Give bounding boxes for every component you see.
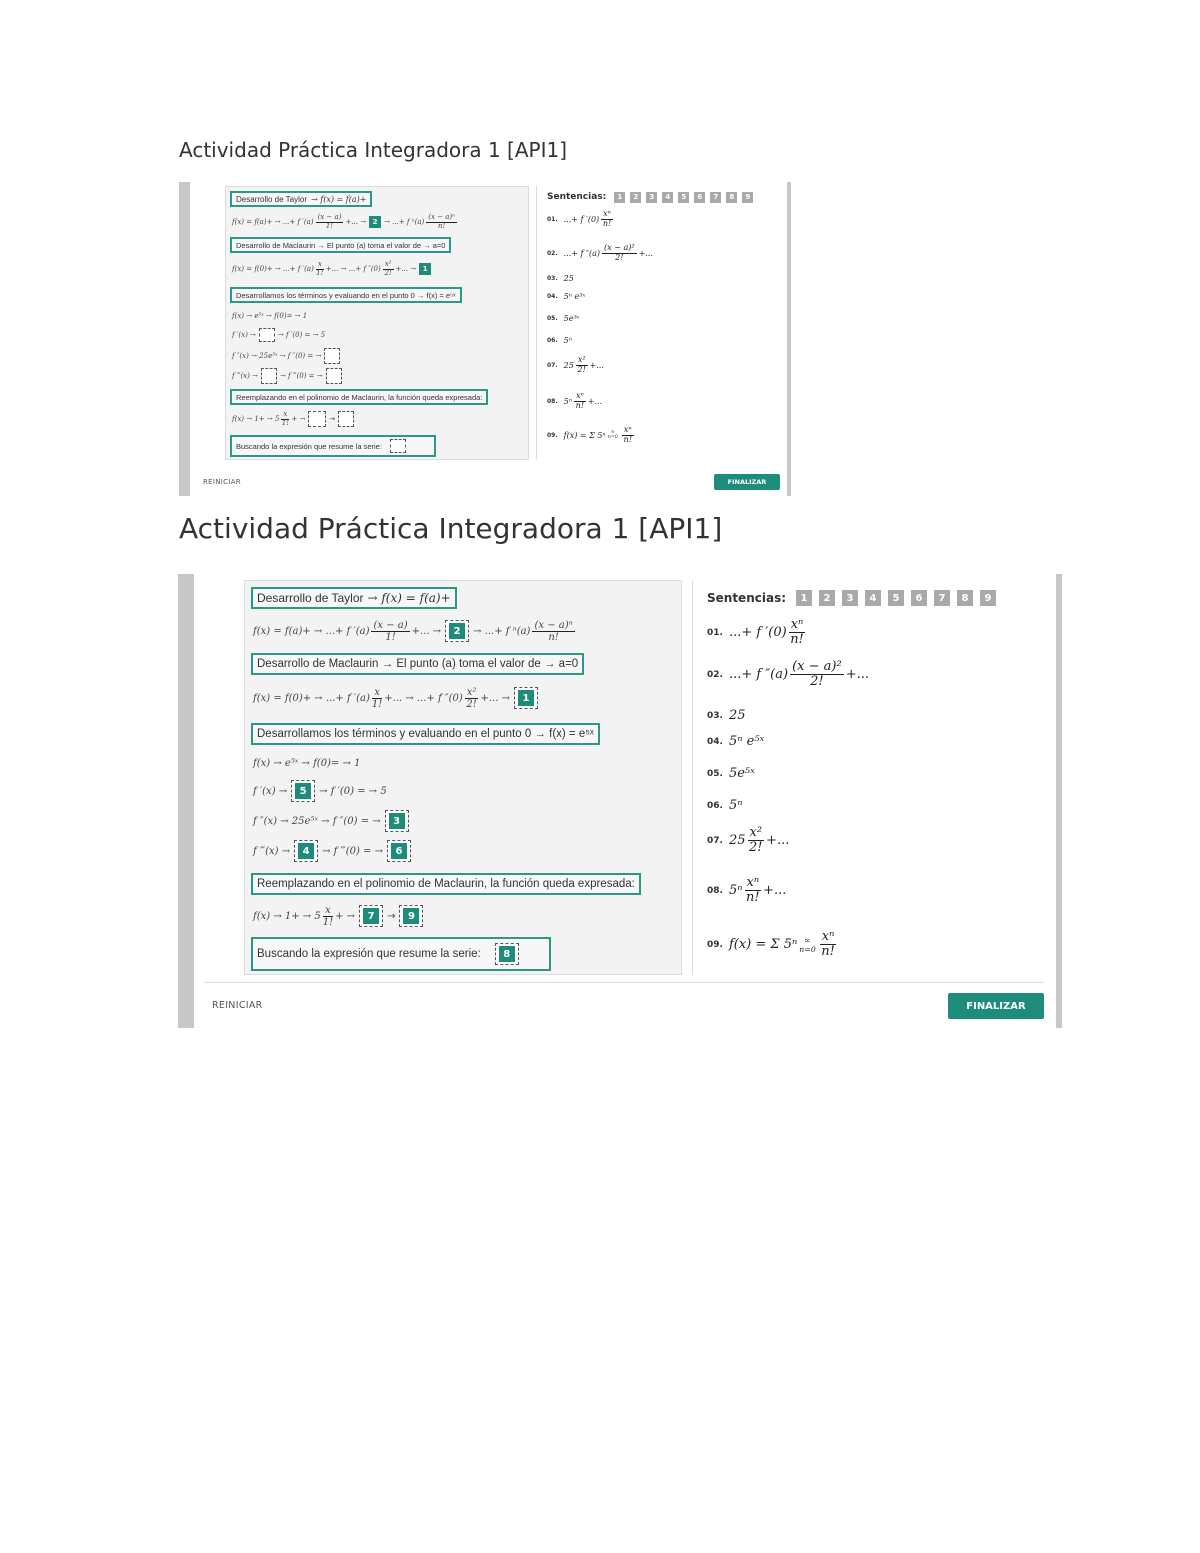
sentence-expression: 25 [728, 833, 746, 849]
sentence-tail: +... [763, 883, 787, 899]
maclaurin-header: Desarrollo de Maclaurin → El punto (a) toma el valor de → a=0 [230, 237, 451, 253]
frac-bottom: 2! [615, 252, 624, 262]
sentence-expression: 5ⁿ e⁵ˣ [728, 734, 765, 749]
sentence-item[interactable] [547, 274, 574, 283]
sentence-expression: 25 [563, 274, 574, 283]
frac-bottom: n! [821, 944, 835, 960]
frac-bottom: 1! [322, 916, 334, 928]
develop-part: → f ‴(0) = → [279, 372, 323, 380]
drop-zone[interactable] [390, 439, 406, 453]
develop-line-4 [232, 367, 342, 385]
sentence-number: 08. [547, 397, 558, 405]
sentence-item[interactable] [547, 314, 580, 323]
sentence-tab-6[interactable]: 6 [911, 590, 927, 606]
frac-top: xⁿ [821, 929, 835, 944]
fraction [789, 618, 806, 648]
drop-zone[interactable] [261, 368, 277, 384]
sentence-expression: 5e⁵ˣ [563, 314, 580, 323]
develop-part: f ‴(x) → [232, 372, 258, 380]
sentence-item[interactable] [547, 392, 602, 411]
drop-zone[interactable] [324, 348, 340, 364]
sentence-expression: 5ⁿ e⁵ˣ [563, 292, 586, 301]
sentence-tail: +... [589, 360, 604, 370]
drop-zone[interactable] [399, 905, 423, 927]
sentence-expression: ...+ f ′(0) [728, 625, 787, 641]
drop-zone[interactable] [338, 411, 354, 427]
taylor-formula-part: → ...+ f ⁿ(a) [473, 625, 531, 637]
taylor-formula-part: f(x) = f(a)+ → ...+ f ′(a) [232, 218, 314, 226]
taylor-formula-part: +... → [345, 218, 367, 226]
maclaurin-formula [253, 683, 538, 713]
series-header-text: Buscando la expresión que resume la serie: [257, 948, 481, 960]
sentence-tab-9[interactable]: 9 [742, 192, 753, 203]
frac-top: x² [577, 355, 586, 364]
sentences-panel [536, 186, 781, 460]
frac-top: x [325, 904, 331, 916]
sentence-expression: 5ⁿ [728, 883, 743, 899]
replace-part: f(x) → 1+ → 5 [253, 910, 321, 922]
develop-line-1: f(x) → e⁵ˣ → f(0)= → 1 [232, 312, 308, 320]
answer-tile[interactable]: 9 [403, 908, 419, 924]
answer-tile[interactable]: 2 [369, 216, 381, 228]
drop-zone[interactable] [259, 328, 275, 342]
taylor-formula-part: f(x) = f(a)+ → ...+ f ′(a) [253, 625, 370, 637]
sentence-item[interactable] [547, 244, 653, 263]
maclaurin-formula-part: +... → ...+ f ″(0) [325, 265, 381, 273]
frac-top: x² [466, 686, 477, 698]
frac-bottom: n! [790, 632, 804, 648]
taylor-header-math: → f(x) = f(a)+ [367, 591, 451, 605]
develop-part: → f ′(0) = → 5 [319, 785, 387, 797]
frame-bar-right [1056, 574, 1062, 1028]
drop-zone[interactable] [294, 840, 318, 862]
sentence-item[interactable] [707, 826, 789, 856]
formula-panel [244, 580, 682, 975]
sentence-tab-8[interactable]: 8 [726, 192, 737, 203]
develop-part: f ′(x) → [232, 331, 256, 339]
sentence-expression: 5ⁿ [563, 336, 572, 345]
answer-tile[interactable]: 6 [391, 843, 407, 859]
replace-line [232, 409, 354, 429]
frac-bottom: 1! [385, 631, 396, 643]
fraction [281, 411, 289, 427]
fraction [574, 392, 586, 411]
sentence-item[interactable] [707, 660, 869, 690]
sentence-number: 09. [547, 431, 558, 439]
sentence-number: 09. [707, 939, 723, 950]
answer-tile[interactable]: 3 [389, 813, 405, 829]
drop-zone[interactable] [445, 620, 469, 642]
sentence-tail: +... [845, 667, 869, 683]
frac-bottom: 2! [384, 268, 392, 277]
taylor-formula [253, 617, 577, 645]
frac-bottom: 2! [577, 364, 586, 374]
fraction [745, 876, 762, 906]
develop-line-2 [232, 327, 325, 343]
frac-top: (x − a)² [604, 243, 635, 252]
sentence-item[interactable] [707, 708, 746, 723]
sum-lower: n=0 [799, 944, 816, 954]
frac-top: x² [749, 825, 763, 840]
sentence-tab-4[interactable]: 4 [662, 192, 673, 203]
maclaurin-formula-part: +... → ...+ f ″(0) [384, 692, 463, 704]
frac-bottom: 2! [466, 698, 477, 710]
taylor-header-text: Desarrollo de Taylor [257, 591, 364, 605]
sentences-title [707, 588, 996, 608]
sentence-number: 03. [707, 710, 723, 721]
fraction [790, 660, 844, 690]
replace-part: + → [335, 910, 356, 922]
frac-top: xⁿ [575, 391, 584, 400]
sentence-expression: 5e⁵ˣ [728, 766, 755, 781]
fraction [820, 930, 837, 960]
activity-screenshot-big [178, 574, 1062, 1028]
drop-zone[interactable] [385, 810, 409, 832]
sentences-panel [692, 580, 1042, 975]
sum-limits [608, 430, 618, 440]
frac-top: (x − a)² [792, 659, 842, 674]
frac-top: x [317, 259, 322, 268]
taylor-formula-part: +... → [411, 625, 442, 637]
replace-header: Reemplazando en el polinomio de Maclaurin, la función queda expresada: [251, 873, 641, 895]
develop-line-4 [253, 839, 411, 863]
sentence-item[interactable] [707, 876, 786, 906]
frac-top: xⁿ [746, 875, 760, 890]
frac-bottom: 2! [749, 840, 763, 856]
sentence-tab-6[interactable]: 6 [694, 192, 705, 203]
frac-bottom: n! [746, 890, 760, 906]
series-header-text: Buscando la expresión que resume la serie: [236, 441, 382, 451]
develop-part: f ″(x) → 25e⁵ˣ → f ″(0) = → [253, 815, 381, 827]
answer-tile[interactable]: 2 [449, 623, 465, 639]
fraction [383, 261, 394, 277]
sentence-tab-8[interactable]: 8 [957, 590, 973, 606]
frac-top: x [283, 409, 288, 418]
arrow: → [329, 415, 336, 423]
sentence-number: 02. [547, 249, 558, 257]
sentence-item[interactable] [707, 618, 807, 648]
frac-bottom: 1! [316, 268, 324, 277]
sentence-number: 06. [547, 337, 558, 344]
develop-line-1: f(x) → e⁵ˣ → f(0)= → 1 [253, 757, 361, 769]
sentence-expression: 5ⁿ [728, 798, 743, 813]
sentence-number: 01. [547, 215, 558, 223]
sentence-number: 07. [707, 835, 723, 846]
taylor-formula-part: → ...+ f ⁿ(a) [384, 218, 425, 226]
sentence-expression: 5ⁿ [563, 396, 572, 406]
frac-top: x² [384, 259, 392, 268]
frac-top: (x − a)ⁿ [428, 212, 455, 221]
develop-header: Desarrollamos los términos y evaluando en el punto 0 → f(x) = e⁵ˣ [230, 287, 462, 303]
sentence-tab-1[interactable]: 1 [796, 590, 812, 606]
sum-lower: n=0 [607, 435, 618, 441]
drop-zone[interactable] [291, 780, 315, 802]
sentence-tab-1[interactable]: 1 [614, 192, 625, 203]
frac-bottom: 2! [810, 674, 824, 690]
sentence-expression: ...+ f ′(0) [563, 214, 600, 224]
series-header [230, 435, 436, 457]
sentence-number: 05. [547, 315, 558, 322]
frac-top: (x − a)ⁿ [534, 619, 573, 631]
sentence-item[interactable] [547, 426, 636, 445]
fraction [622, 426, 634, 445]
sentence-tab-5[interactable]: 5 [888, 590, 904, 606]
sentence-number: 04. [707, 736, 723, 747]
maclaurin-formula-part: +... → [395, 265, 417, 273]
arrow: → [387, 910, 396, 922]
develop-part: f ′(x) → [253, 785, 288, 797]
replace-header: Reemplazando en el polinomio de Maclaurin, la función queda expresada: [230, 389, 488, 405]
sentences-label: Sentencias: [547, 192, 607, 202]
frame-bar-left [178, 574, 194, 1028]
sentence-item[interactable] [547, 356, 604, 375]
reiniciar-button[interactable]: REINICIAR [203, 478, 241, 486]
taylor-header-math: → f(x) = f(a)+ [311, 194, 367, 204]
fraction [316, 261, 324, 277]
sentence-tab-7[interactable]: 7 [934, 590, 950, 606]
drop-zone[interactable] [308, 411, 326, 427]
frac-bottom: 1! [325, 221, 334, 230]
reiniciar-button[interactable]: REINICIAR [212, 1000, 263, 1011]
sentence-item[interactable] [547, 336, 572, 345]
fraction [426, 214, 457, 230]
fraction [465, 687, 479, 710]
fraction [576, 356, 588, 375]
develop-part: f ‴(x) → [253, 845, 291, 857]
develop-part: f ″(x) → 25e⁵ˣ → f ″(0) = → [232, 352, 322, 360]
sentence-tab-2[interactable]: 2 [819, 590, 835, 606]
sentence-item[interactable] [707, 766, 755, 781]
frac-bottom: n! [575, 400, 585, 410]
sentence-expression: f(x) = Σ 5ⁿ [728, 937, 798, 953]
fraction [372, 687, 382, 710]
sentence-tab-5[interactable]: 5 [678, 192, 689, 203]
maclaurin-formula [232, 259, 431, 279]
sentence-tail: +... [638, 248, 653, 258]
sentence-number: 07. [547, 361, 558, 369]
frac-bottom: 1! [281, 418, 290, 427]
taylor-formula [232, 213, 459, 231]
drop-zone[interactable] [387, 840, 411, 862]
sentence-expression: 25 [728, 708, 746, 723]
answer-tile[interactable]: 4 [298, 843, 314, 859]
formula-panel [225, 186, 529, 460]
sentence-number: 03. [547, 275, 558, 282]
sentence-tab-2[interactable]: 2 [630, 192, 641, 203]
sentences-title [547, 190, 753, 204]
frac-top: xⁿ [623, 425, 632, 434]
sentence-number: 08. [707, 885, 723, 896]
sentence-number: 04. [547, 293, 558, 300]
develop-line-3 [232, 347, 340, 365]
sentence-item[interactable] [547, 210, 615, 229]
sentence-tail: +... [587, 396, 603, 406]
fraction [748, 826, 765, 856]
frac-bottom: 1! [371, 698, 383, 710]
sentence-number: 05. [707, 768, 723, 779]
sentence-expression: f(x) = Σ 5ⁿ [563, 430, 606, 440]
develop-part: → f ′(0) = → 5 [277, 331, 326, 339]
sentence-item[interactable] [707, 930, 838, 960]
sentence-tab-7[interactable]: 7 [710, 192, 721, 203]
sentence-number: 01. [707, 627, 723, 638]
answer-tile[interactable]: 1 [518, 690, 534, 706]
activity-screenshot-small [179, 182, 791, 496]
develop-line-2 [253, 779, 387, 803]
sentence-expression: ...+ f ″(a) [728, 667, 789, 683]
sentence-expression: 25 [563, 360, 574, 370]
sentence-expression: ...+ f ″(a) [563, 248, 601, 258]
frac-top: xⁿ [603, 209, 611, 218]
sentence-tab-3[interactable]: 3 [646, 192, 657, 203]
fraction [371, 620, 409, 643]
fraction [316, 214, 344, 230]
frac-top: (x − a) [373, 619, 408, 631]
sentence-tail: +... [766, 833, 790, 849]
drop-zone[interactable] [514, 687, 538, 709]
fraction [601, 210, 613, 229]
frac-top: x [374, 686, 380, 698]
series-header [251, 937, 551, 971]
footer-divider [204, 982, 1044, 983]
sentence-tab-9[interactable]: 9 [980, 590, 996, 606]
frac-bottom: n! [437, 221, 446, 230]
frame-bar-right [787, 182, 791, 496]
frac-bottom: n! [623, 434, 632, 444]
develop-header: Desarrollamos los términos y evaluando en el punto 0 → f(x) = e⁵ˣ [251, 723, 600, 745]
drop-zone[interactable] [326, 368, 342, 384]
sentence-item[interactable] [707, 798, 743, 813]
maclaurin-formula-part: +... → [480, 692, 510, 704]
replace-part: + → [291, 415, 306, 423]
answer-tile[interactable]: 1 [419, 263, 431, 275]
fraction [602, 244, 637, 263]
maclaurin-formula-part: f(x) = f(0)+ → ...+ f ′(a) [232, 265, 314, 273]
sentence-number: 06. [707, 800, 723, 811]
replace-part: f(x) → 1+ → 5 [232, 415, 280, 423]
answer-tile[interactable]: 8 [499, 946, 515, 962]
page-title-small: Actividad Práctica Integradora 1 [API1] [179, 138, 568, 162]
taylor-header [230, 191, 372, 207]
develop-line-3 [253, 809, 409, 833]
fraction [323, 905, 333, 928]
frame-bar-left [179, 182, 190, 496]
sentence-item[interactable] [547, 292, 585, 301]
replace-line [253, 901, 423, 931]
finalizar-button[interactable]: FINALIZAR [714, 474, 780, 490]
page-title-big: Actividad Práctica Integradora 1 [API1] [179, 512, 723, 545]
sentences-label: Sentencias: [707, 591, 787, 605]
fraction [532, 620, 574, 643]
frac-top: (x − a) [317, 212, 342, 221]
frac-bottom: n! [548, 631, 559, 643]
maclaurin-header: Desarrollo de Maclaurin → El punto (a) toma el valor de → a=0 [251, 653, 584, 675]
sentence-item[interactable] [707, 734, 764, 749]
answer-tile[interactable]: 7 [363, 908, 379, 924]
drop-zone[interactable] [359, 905, 383, 927]
taylor-header-text: Desarrollo de Taylor [236, 194, 307, 204]
sentence-tab-4[interactable]: 4 [865, 590, 881, 606]
sentence-tab-3[interactable]: 3 [842, 590, 858, 606]
develop-part: → f ‴(0) = → [322, 845, 384, 857]
sum-limits [799, 936, 816, 954]
sentences-tabs [614, 192, 753, 203]
sentence-number: 02. [707, 669, 723, 680]
sum-upper: ∞ [610, 430, 615, 436]
taylor-header [251, 587, 457, 609]
finalizar-button[interactable]: FINALIZAR [948, 993, 1044, 1019]
maclaurin-formula-part: f(x) = f(0)+ → ...+ f ′(a) [253, 692, 370, 704]
sentences-tabs [796, 590, 996, 606]
sum-upper: ∞ [804, 935, 811, 945]
frac-bottom: n! [602, 218, 612, 228]
drop-zone[interactable] [495, 943, 519, 965]
frac-top: xⁿ [790, 617, 804, 632]
answer-tile[interactable]: 5 [295, 783, 311, 799]
